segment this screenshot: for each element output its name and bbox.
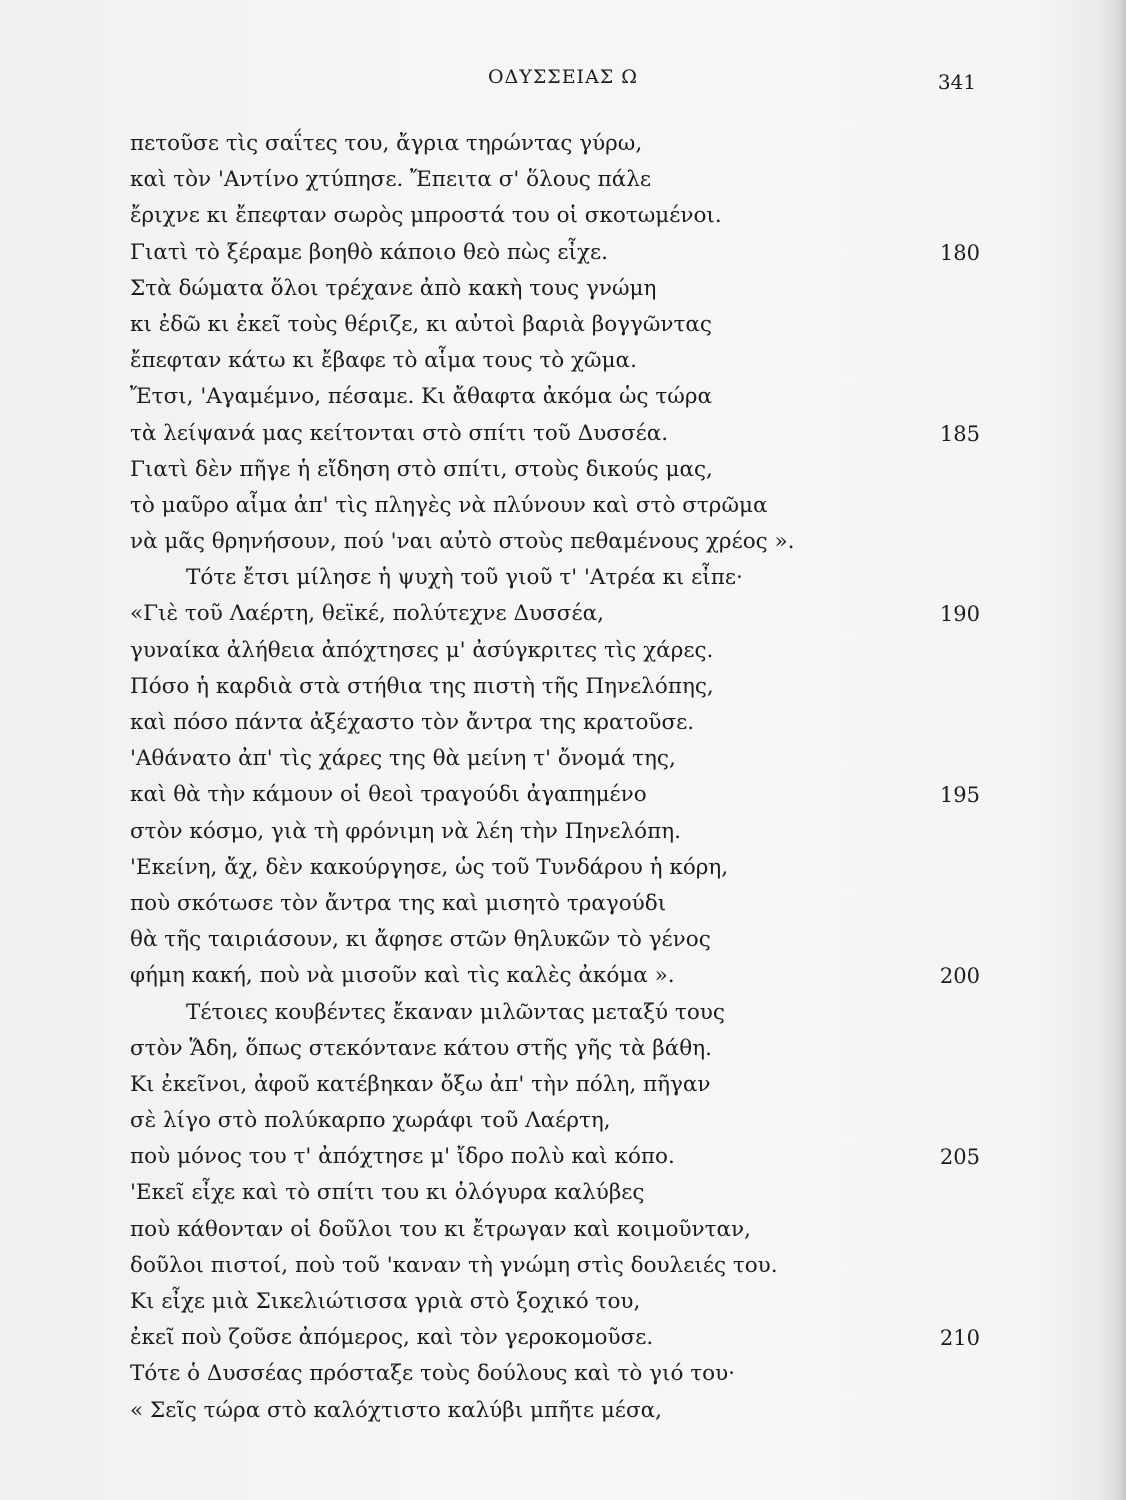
verse-line [130,416,990,452]
verse-line [130,633,990,669]
verse-line [130,741,990,777]
verse-line [130,126,990,162]
verse-line-text: 'Εκεῖ εἶχε καὶ τὸ σπίτι του κι ὁλόγυρα καλύβες [130,1180,645,1206]
line-number: 185 [939,421,980,446]
verse-line-text: ἔριχνε κι ἔπεφταν σωρὸς μπροστά του οἱ σκοτωμένοι. [130,203,722,229]
verse-line-text: καὶ πόσο πάντα ἀξέχαστο τὸν ἄντρα της κρατοῦσε. [130,710,695,735]
verse-line-text: Τότε ἔτσι μίλησε ἡ ψυχὴ τοῦ γιοῦ τ' 'Ατρέα κι εἶπε· [186,565,743,591]
verse-line-text: ποὺ σκότωσε τὸν ἄντρα της καὶ μισητὸ τραγούδι [130,890,667,916]
verse-line-text: Πόσο ἡ καρδιὰ στὰ στήθια της πιστὴ τῆς Πηνελόπης, [130,673,714,699]
verse-line-text: γυναίκα ἀλήθεια ἀπόχτησες μ' ἀσύγκριτες τὶς χάρες. [130,637,714,663]
verse-line [130,560,990,596]
verse-line [130,271,990,307]
verse-line [130,1356,990,1392]
verse-line [130,198,990,234]
verse-line-text: φήμη κακή, ποὺ νὰ μισοῦν καὶ τὶς καλὲς ἀκόμα ». [130,963,675,989]
verse-line-text: Τέτοιες κουβέντες ἔκαναν μιλῶντας μεταξύ τους [186,999,725,1025]
line-number: 195 [939,783,980,808]
verse-line [130,777,990,813]
verse-line-text: Γιατὶ δὲν πῆγε ἡ εἴδηση στὸ σπίτι, στοὺς δικούς μας, [130,456,713,482]
verse-line-text: καὶ τὸν 'Αντίνο χτύπησε. Ἔπειτα σ' ὅλους πάλε [130,167,652,193]
page-number: 341 [937,70,976,94]
verse-line-text: Ἔτσι, 'Αγαμέμνο, πέσαμε. Κι ἄθαφτα ἀκόμα ὡς τώρα [130,384,712,410]
verse-line-text: τὰ λείψανά μας κείτονται στὸ σπίτι τοῦ Δυσσέα. [130,420,669,446]
verse-line [130,307,990,343]
verse-line [130,1393,990,1429]
verse-line-text: πετοῦσε τὶς σαΐτες του, ἄγρια τηρώντας γύρω, [130,131,643,156]
verse-line-text: στὸν Ἅδη, ὅπως στεκόντανε κάτου στῆς γῆς τὰ βάθη. [130,1035,712,1061]
verse-line [130,922,990,958]
verse-line [130,524,990,560]
verse-line [130,343,990,379]
line-number: 180 [939,240,980,265]
verse-line [130,1067,990,1103]
verse-line [130,1248,990,1284]
verse-line [130,1175,990,1211]
verse-line [130,669,990,705]
verse-line-text: δοῦλοι πιστοί, ποὺ τοῦ 'καναν τὴ γνώμη στὶς δουλειές του. [130,1252,778,1278]
verse-line-text: 'Αθάνατο ἀπ' τὶς χάρες της θὰ μείνη τ' ὄνομά της, [130,746,676,772]
verse-line [130,1031,990,1067]
verse-line-text: σὲ λίγο στὸ πολύκαρπο χωράφι τοῦ Λαέρτη, [130,1108,611,1134]
verse-text-block [130,126,990,1429]
verse-line [130,596,990,632]
verse-line [130,814,990,850]
line-number: 200 [939,964,980,989]
verse-line-text: ἔπεφταν κάτω κι ἔβαφε τὸ αἷμα τους τὸ χῶμα. [130,348,637,374]
verse-line-text: ἐκεῖ ποὺ ζοῦσε ἀπόμερος, καὶ τὸν γεροκομοῦσε. [130,1325,654,1351]
verse-line-text: ποὺ κάθονταν οἱ δοῦλοι του κι ἔτρωγαν καὶ κοιμοῦνταν, [130,1216,751,1242]
line-number: 190 [939,602,980,627]
verse-line-text: Στὰ δώματα ὅλοι τρέχανε ἀπὸ κακὴ τους γνώμη [130,275,657,301]
verse-line [130,1320,990,1356]
verse-line-text: Κι εἶχε μιὰ Σικελιώτισσα γριὰ στὸ ξοχικό του, [130,1289,641,1314]
verse-line-text: νὰ μᾶς θρηνήσουν, πού 'ναι αὐτὸ στοὺς πεθαμένους χρέος ». [130,529,795,555]
verse-line [130,1284,990,1320]
verse-line [130,488,990,524]
verse-line-text: Γιατὶ τὸ ξέραμε βοηθὸ κάποιο θεὸ πὼς εἶχε. [130,239,608,265]
verse-line-text: 'Εκείνη, ἄχ, δὲν κακούργησε, ὡς τοῦ Τυνδάρου ἡ κόρη, [130,854,729,880]
verse-line-text: στὸν κόσμο, γιὰ τὴ φρόνιμη νὰ λέη τὴν Πηνελόπη. [130,818,681,844]
verse-line-text: καὶ θὰ τὴν κάμουν οἱ θεοὶ τραγούδι ἀγαπημένο [130,782,647,808]
verse-line [130,379,990,415]
page-edge-shadow [1100,0,1126,1500]
verse-line [130,958,990,994]
verse-line-text: Κι ἐκεῖνοι, ἀφοῦ κατέβηκαν ὄξω ἀπ' τὴν πόλη, πῆγαν [130,1071,711,1097]
verse-line [130,886,990,922]
verse-line [130,705,990,741]
verse-line [130,995,990,1031]
verse-line-text: θὰ τῆς ταιριάσουν, κι ἄφησε στῶν θηλυκῶν τὸ γένος [130,927,711,953]
running-header-title: ΟΔΥΣΣΕΙΑΣ Ω [487,66,639,88]
line-number: 205 [939,1145,980,1170]
verse-line [130,235,990,271]
verse-line [130,850,990,886]
verse-line-text: ποὺ μόνος του τ' ἀπόχτησε μ' ἴδρο πολὺ καὶ κόπο. [130,1144,675,1170]
line-number: 210 [939,1326,980,1351]
verse-line [130,1103,990,1139]
verse-line-text: κι ἐδῶ κι ἐκεῖ τοὺς θέριζε, κι αὐτοὶ βαριὰ βογγῶντας [130,311,712,337]
verse-line [130,162,990,198]
verse-line-text: Τότε ὁ Δυσσέας πρόσταξε τοὺς δούλους καὶ τὸ γιό του· [130,1361,735,1387]
verse-line-text: «Γιὲ τοῦ Λαέρτη, θεϊκέ, πολύτεχνε Δυσσέα, [130,601,604,627]
verse-line [130,452,990,488]
verse-line [130,1139,990,1175]
verse-line-text: « Σεῖς τώρα στὸ καλόχτιστο καλύβι μπῆτε μέσα, [130,1397,662,1423]
verse-line [130,1212,990,1248]
verse-line-text: τὸ μαῦρο αἷμα ἀπ' τὶς πληγὲς νὰ πλύνουν καὶ στὸ στρῶμα [130,492,768,518]
